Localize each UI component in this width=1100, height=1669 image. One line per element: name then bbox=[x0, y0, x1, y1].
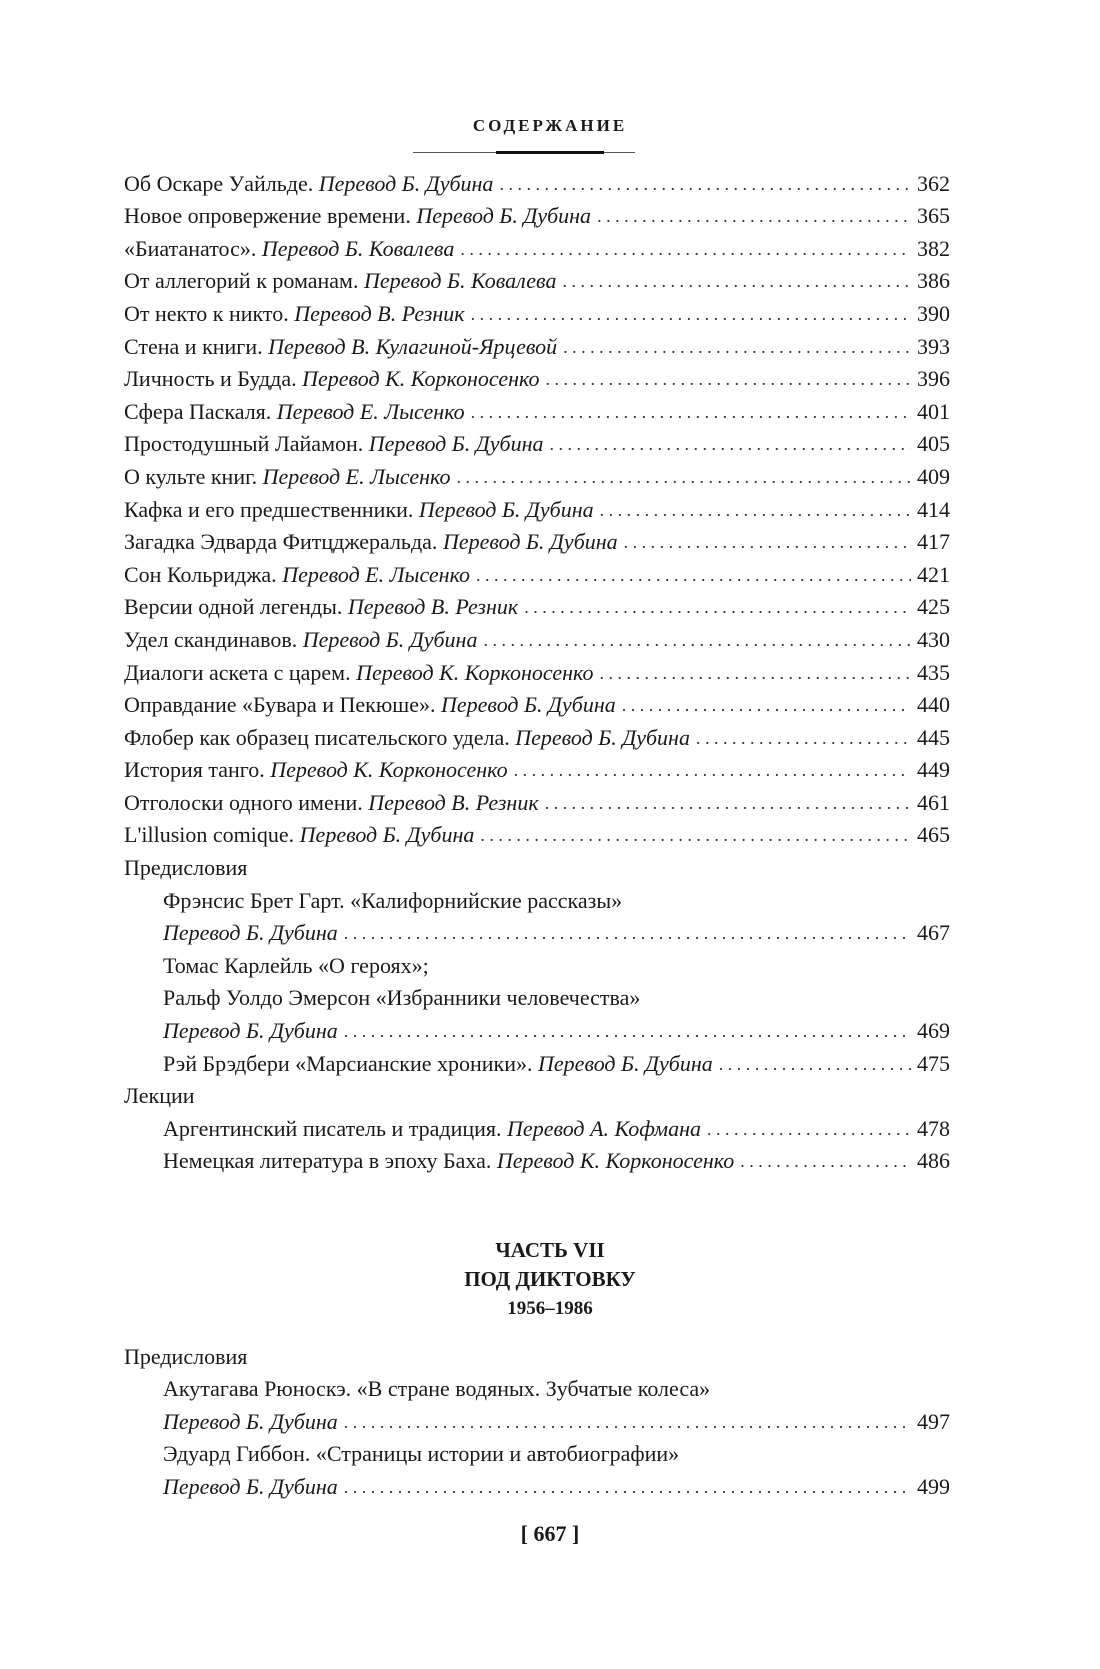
entry-title: Рэй Брэдбери «Марсианские хроники». bbox=[163, 1050, 533, 1076]
entry-translator: Перевод Б. Ковалева bbox=[261, 235, 455, 261]
toc-entry bbox=[124, 914, 950, 947]
section-heading-prefaces: Предисловия bbox=[124, 1343, 248, 1369]
toc-entry bbox=[124, 555, 950, 588]
entry-title: Эдуард Гиббон. «Страницы истории и автобиографии» bbox=[163, 1441, 680, 1467]
entry-page: 386 bbox=[917, 268, 950, 294]
entry-translator: Перевод Б. Дубина bbox=[302, 626, 478, 652]
toc-entry bbox=[124, 816, 950, 849]
entry-translator: Перевод Е. Лысенко bbox=[282, 561, 471, 587]
entry-page: 382 bbox=[917, 235, 950, 261]
entry-page: 440 bbox=[917, 692, 950, 718]
entry-translator: Перевод Б. Дубина bbox=[163, 920, 338, 946]
entry-title: Новое опровержение времени. bbox=[124, 203, 411, 229]
entry-page: 390 bbox=[917, 300, 950, 326]
dot-leader bbox=[622, 696, 911, 718]
entry-translator: Перевод В. Резник bbox=[368, 789, 539, 815]
entry-page: 465 bbox=[917, 822, 950, 848]
entry-page: 417 bbox=[917, 529, 950, 555]
entry-translator: Перевод А. Кофмана bbox=[507, 1115, 702, 1141]
entry-title: Стена и книги. bbox=[124, 333, 263, 359]
dot-leader bbox=[471, 403, 911, 425]
entry-page: 486 bbox=[917, 1148, 950, 1174]
toc-entry bbox=[124, 490, 950, 523]
toc-entry bbox=[124, 294, 950, 327]
entry-title: Акутагава Рюноскэ. «В стране водяных. Зубчатые колеса» bbox=[163, 1376, 711, 1402]
entry-title: L'illusion comique. bbox=[124, 822, 295, 848]
entry-page: 449 bbox=[917, 757, 950, 783]
entry-title: Об Оскаре Уайльде. bbox=[124, 170, 314, 196]
dot-leader bbox=[719, 1055, 911, 1077]
part-title: ПОД ДИКТОВКУ bbox=[464, 1267, 636, 1291]
entry-translator: Перевод Б. Дубина bbox=[299, 822, 475, 848]
toc-entry bbox=[124, 164, 950, 197]
header-rule-accent bbox=[496, 151, 604, 154]
entry-page: 445 bbox=[917, 724, 950, 750]
dot-leader bbox=[344, 1413, 911, 1435]
dot-leader bbox=[562, 272, 911, 294]
entry-page: 497 bbox=[917, 1408, 950, 1434]
page-number: [ 667 ] bbox=[520, 1521, 580, 1546]
entry-translator: Перевод Б. Дубина bbox=[163, 1018, 338, 1044]
entry-translator: Перевод В. Резник bbox=[294, 300, 465, 326]
toc-entry bbox=[124, 229, 950, 262]
entry-translator: Перевод Б. Дубина bbox=[163, 1473, 338, 1499]
toc-part7 bbox=[124, 1337, 950, 1500]
entry-page: 414 bbox=[917, 496, 950, 522]
part-heading bbox=[0, 1236, 1100, 1323]
entry-translator: Перевод Б. Дубина bbox=[368, 431, 544, 457]
dot-leader bbox=[483, 631, 911, 653]
entry-title: История танго. bbox=[124, 757, 265, 783]
entry-translator: Перевод К. Корконосенко bbox=[302, 366, 540, 392]
entry-title: Аргентинский писатель и традиция. bbox=[163, 1115, 502, 1141]
entry-translator: Перевод Б. Дубина bbox=[538, 1050, 713, 1076]
entry-page: 409 bbox=[917, 463, 950, 489]
entry-page: 435 bbox=[917, 659, 950, 685]
entry-translator: Перевод К. Корконосенко bbox=[496, 1148, 735, 1174]
dot-leader bbox=[499, 175, 911, 197]
entry-page: 430 bbox=[917, 626, 950, 652]
entry-page: 478 bbox=[917, 1115, 950, 1141]
dot-leader bbox=[344, 1022, 911, 1044]
entry-translator: Перевод Б. Дубина bbox=[418, 496, 594, 522]
toc-entry bbox=[124, 751, 950, 784]
dot-leader bbox=[471, 305, 911, 327]
entry-translator: Перевод Б. Дубина bbox=[441, 692, 616, 718]
entry-translator: Перевод Е. Лысенко bbox=[262, 463, 451, 489]
entry-title: Удел скандинавов. bbox=[124, 626, 298, 652]
dot-leader bbox=[476, 566, 911, 588]
toc-entry bbox=[124, 327, 950, 360]
toc-entry bbox=[124, 1109, 950, 1142]
dot-leader bbox=[457, 468, 912, 490]
dot-leader bbox=[563, 338, 911, 360]
part-label: ЧАСТЬ VII bbox=[495, 1238, 605, 1262]
dot-leader bbox=[597, 207, 911, 229]
entry-title: Немецкая литература в эпоху Баха. bbox=[163, 1148, 492, 1174]
entry-page: 469 bbox=[917, 1018, 950, 1044]
entry-title: Ральф Уолдо Эмерсон «Избранники человечества» bbox=[163, 985, 641, 1011]
entry-title: Отголоски одного имени. bbox=[124, 789, 363, 815]
running-header bbox=[0, 116, 1100, 136]
entry-translator: Перевод К. Корконосенко bbox=[270, 757, 508, 783]
entry-title: Томас Карлейль «О героях»; bbox=[163, 952, 429, 978]
entry-translator: Перевод К. Корконосенко bbox=[356, 659, 594, 685]
toc-entry bbox=[124, 523, 950, 556]
entry-page: 362 bbox=[917, 170, 950, 196]
toc-entry bbox=[124, 360, 950, 393]
entry-title: Оправдание «Бувара и Пекюше». bbox=[124, 692, 436, 718]
entry-title: Флобер как образец писательского удела. bbox=[124, 724, 510, 750]
entry-title: Фрэнсис Брет Гарт. «Калифорнийские рассказы» bbox=[163, 887, 623, 913]
toc-entry bbox=[124, 425, 950, 458]
entry-translator: Перевод В. Резник bbox=[347, 594, 519, 620]
entry-page: 467 bbox=[917, 920, 950, 946]
entry-page: 499 bbox=[917, 1473, 950, 1499]
entry-page: 396 bbox=[917, 366, 950, 392]
toc-essays bbox=[124, 164, 950, 1174]
dot-leader bbox=[514, 761, 911, 783]
dot-leader bbox=[545, 794, 911, 816]
entry-translator: Перевод Б. Дубина bbox=[318, 170, 494, 196]
toc-entry bbox=[124, 1011, 950, 1044]
toc-entry bbox=[124, 457, 950, 490]
dot-leader bbox=[344, 1478, 911, 1500]
part-years: 1956–1986 bbox=[507, 1298, 593, 1319]
dot-leader bbox=[624, 533, 911, 555]
entry-page: 475 bbox=[917, 1050, 950, 1076]
entry-translator: Перевод Б. Дубина bbox=[163, 1408, 338, 1434]
entry-translator: Перевод В. Кулагиной-Ярцевой bbox=[268, 333, 558, 359]
dot-leader bbox=[707, 1120, 911, 1142]
entry-title: Простодушный Лайамон. bbox=[124, 431, 364, 457]
toc-entry bbox=[124, 1467, 950, 1500]
entry-page: 425 bbox=[917, 594, 950, 620]
entry-translator: Перевод Б. Дубина bbox=[442, 529, 618, 555]
dot-leader bbox=[460, 240, 911, 262]
dot-leader bbox=[344, 924, 911, 946]
entry-page: 401 bbox=[917, 398, 950, 424]
toc-entry bbox=[124, 783, 950, 816]
entry-title: Диалоги аскета с царем. bbox=[124, 659, 351, 685]
dot-leader bbox=[550, 435, 911, 457]
entry-page: 365 bbox=[917, 203, 950, 229]
entry-title: От некто к никто. bbox=[124, 300, 289, 326]
entry-title: Личность и Будда. bbox=[124, 366, 297, 392]
toc-entry bbox=[124, 262, 950, 295]
entry-title: О культе книг. bbox=[124, 463, 258, 489]
entry-translator: Перевод Е. Лысенко bbox=[276, 398, 465, 424]
entry-title: Версии одной легенды. bbox=[124, 594, 343, 620]
entry-page: 461 bbox=[917, 789, 950, 815]
entry-title: Сон Кольриджа. bbox=[124, 561, 277, 587]
toc-entry bbox=[124, 1402, 950, 1435]
toc-entry bbox=[124, 686, 950, 719]
entry-page: 405 bbox=[917, 431, 950, 457]
entry-title: От аллегорий к романам. bbox=[124, 268, 359, 294]
entry-title: Сфера Паскаля. bbox=[124, 398, 272, 424]
entry-translator: Перевод Б. Ковалева bbox=[363, 268, 557, 294]
entry-translator: Перевод Б. Дубина bbox=[416, 203, 592, 229]
toc-entry bbox=[124, 620, 950, 653]
entry-title: «Биатанатос». bbox=[124, 235, 257, 261]
dot-leader bbox=[524, 598, 911, 620]
dot-leader bbox=[546, 370, 912, 392]
entry-title: Кафка и его предшественники. bbox=[124, 496, 414, 522]
toc-entry bbox=[124, 653, 950, 686]
entry-title: Загадка Эдварда Фитцджеральда. bbox=[124, 529, 438, 555]
dot-leader bbox=[600, 501, 911, 523]
toc-entry bbox=[124, 1142, 950, 1175]
toc-entry bbox=[124, 718, 950, 751]
toc-entry bbox=[124, 392, 950, 425]
entry-page: 421 bbox=[917, 561, 950, 587]
dot-leader bbox=[696, 729, 911, 751]
section-heading-lectures: Лекции bbox=[124, 1083, 195, 1109]
toc-entry bbox=[124, 197, 950, 230]
section-heading-prefaces: Предисловия bbox=[124, 855, 248, 881]
entry-page: 393 bbox=[917, 333, 950, 359]
dot-leader bbox=[480, 826, 911, 848]
entry-translator: Перевод Б. Дубина bbox=[515, 724, 690, 750]
toc-entry bbox=[124, 588, 950, 621]
dot-leader bbox=[740, 1152, 911, 1174]
toc-entry bbox=[124, 1044, 950, 1077]
dot-leader bbox=[599, 664, 911, 686]
running-header-title: СОДЕРЖАНИЕ bbox=[472, 116, 628, 135]
